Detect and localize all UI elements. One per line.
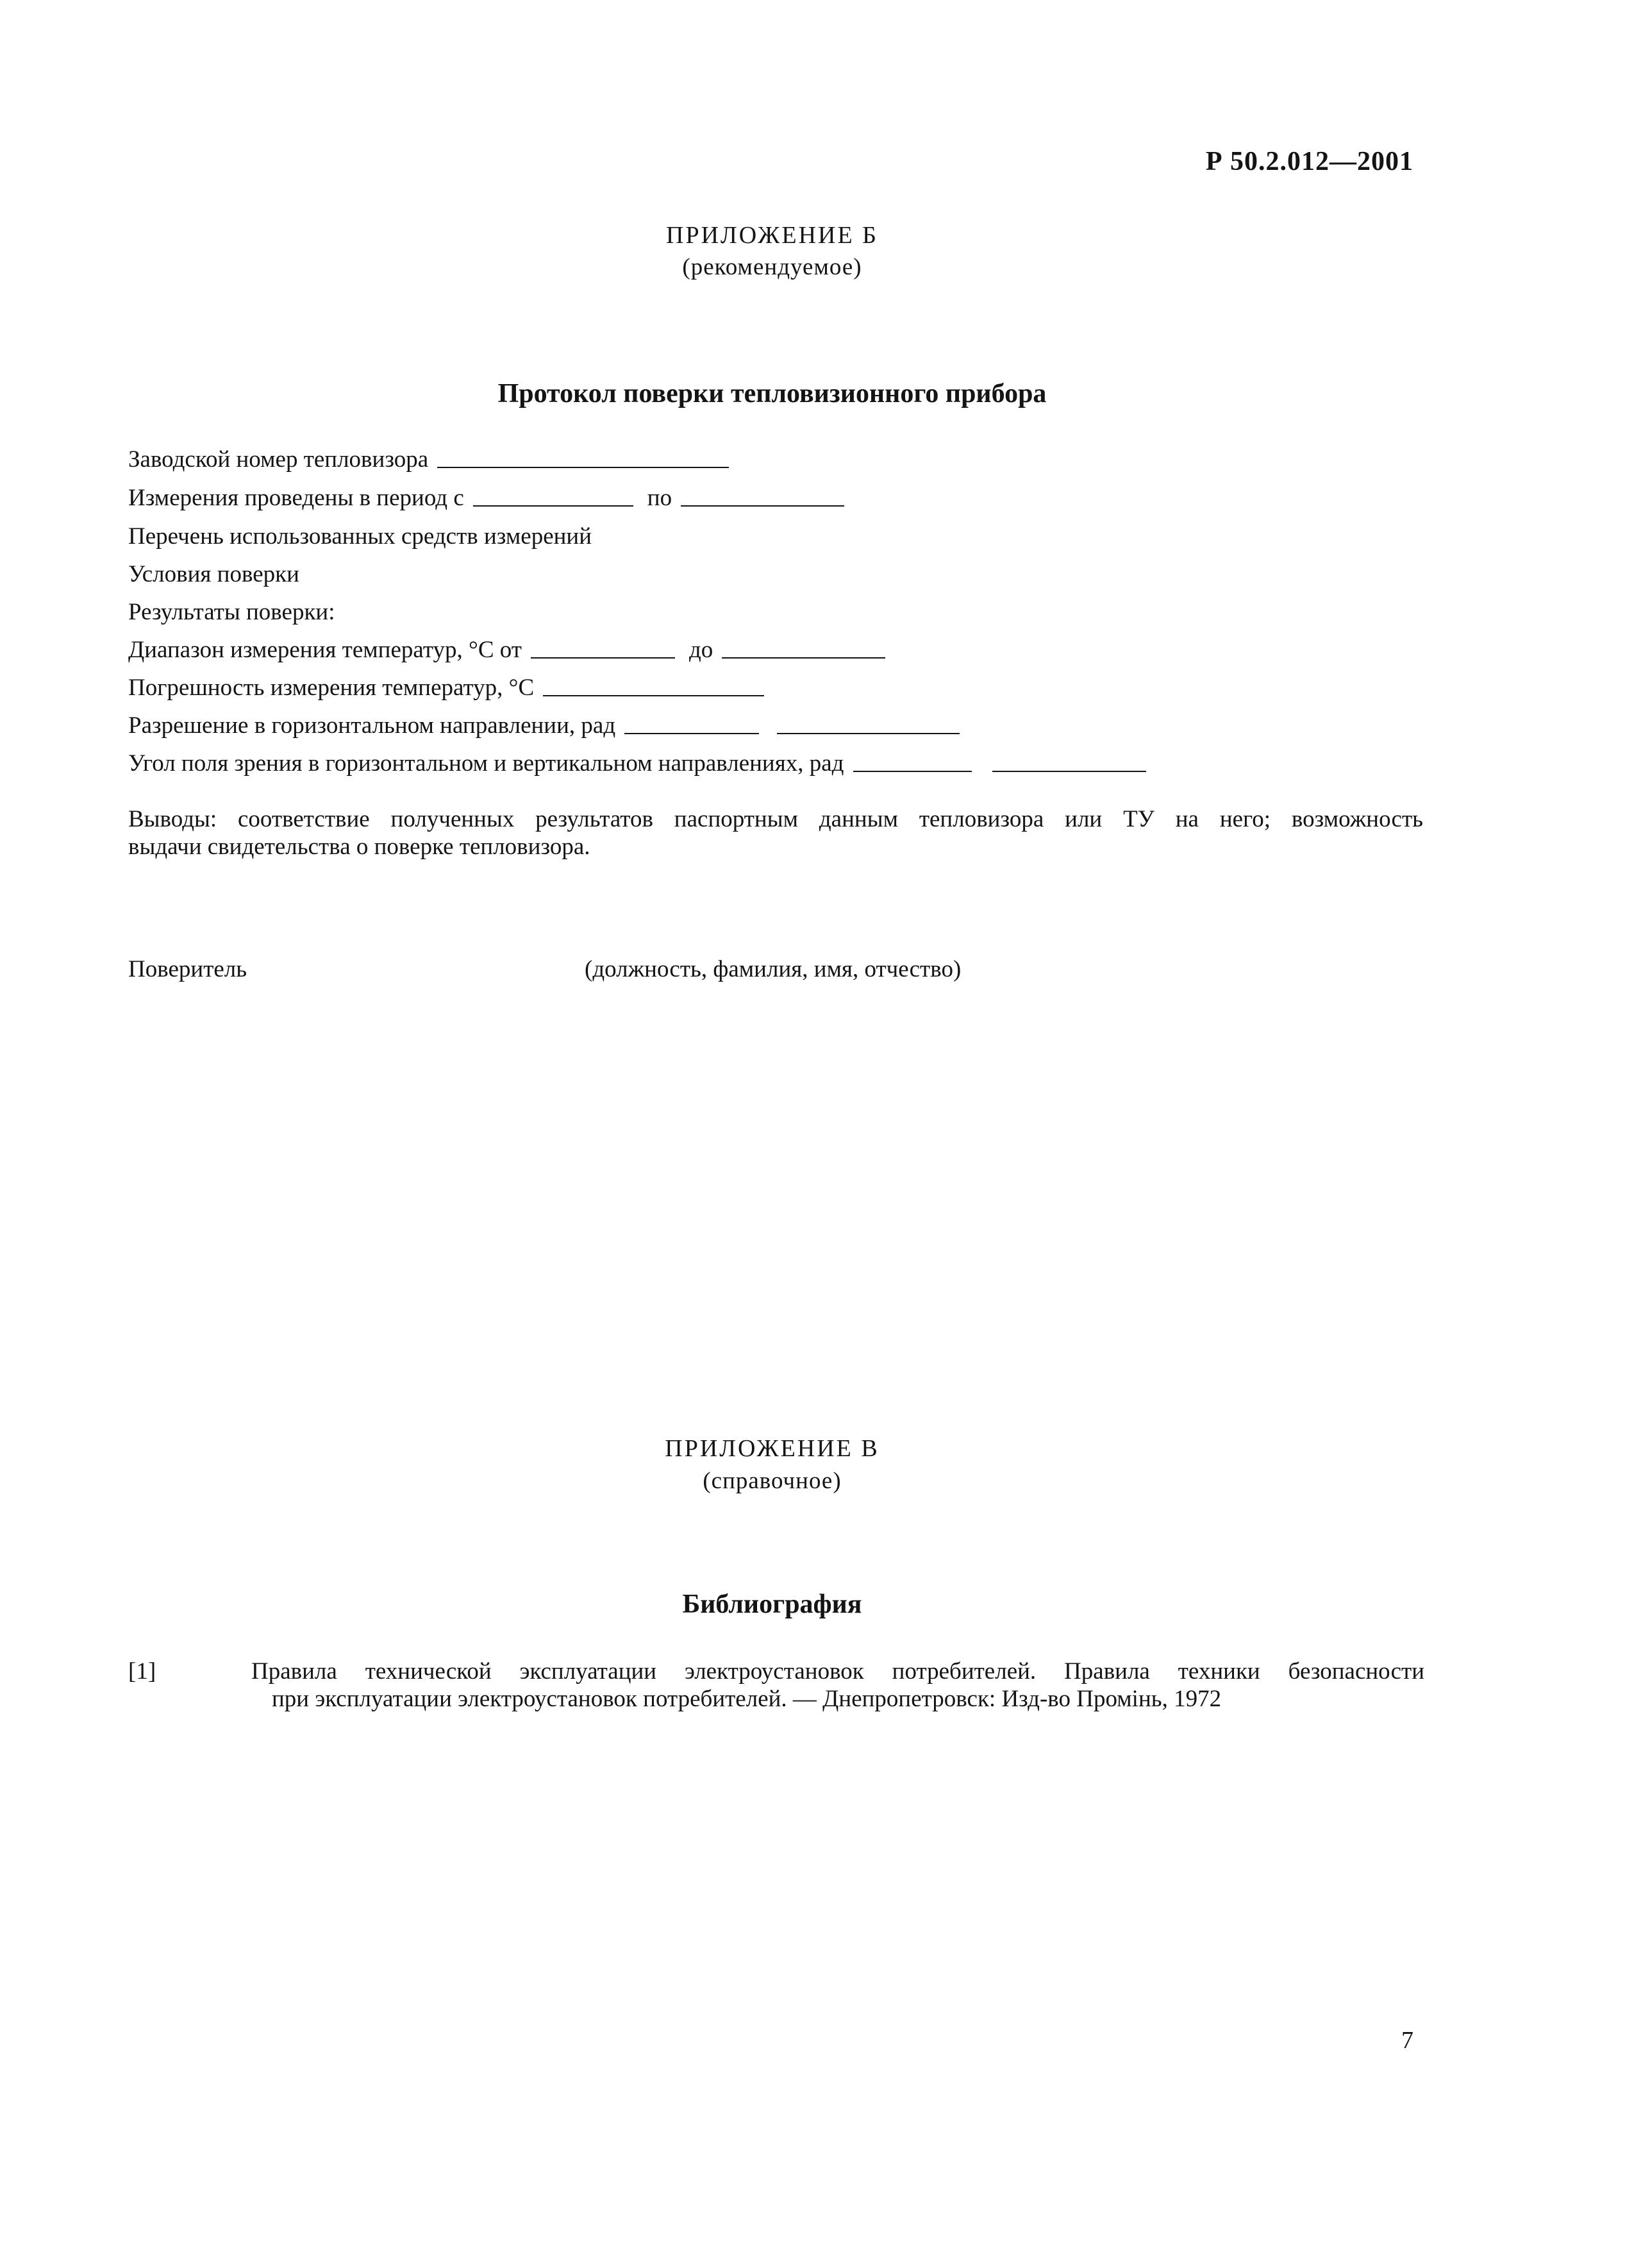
period-to-field[interactable] [681,486,844,507]
serial-number-label: Заводской номер тепловизора [128,446,429,473]
conclusions-line-2: выдачи свидетельства о поверке тепловизора. [128,834,590,860]
range-to-label: до [688,637,713,663]
field-of-view-field-1[interactable] [853,752,972,772]
page-number: 7 [1401,2027,1413,2054]
period-label: Измерения проведены в период с [128,485,464,511]
temperature-range-row [128,632,885,664]
verifier-label: Поверитель [128,956,247,982]
conclusions-paragraph [128,805,1423,861]
conclusions-line-1: Выводы: соответствие полученных результатов паспортным данным тепловизора или ТУ на него; возможность [128,806,1423,832]
field-of-view-row [128,745,1146,777]
temperature-range-label: Диапазон измерения температур, °С от [128,637,522,663]
field-of-view-field-2[interactable] [992,752,1146,772]
conditions-row [128,556,299,588]
conditions-label: Условия поверки [128,561,299,587]
period-row [128,480,844,512]
bibliography-item-number: [1] [128,1658,156,1684]
results-row [128,594,335,626]
period-to-label: по [647,485,672,511]
instruments-row [128,518,592,550]
protocol-heading: Протокол поверки тепловизионного прибора [497,379,1047,408]
resolution-label: Разрешение в горизонтальном направлении, рад [128,712,616,739]
appendix-v-title: ПРИЛОЖЕНИЕ В [665,1435,879,1462]
serial-number-row [128,441,729,473]
bibliography-heading: Библиография [682,1590,862,1619]
bibliography-item [251,1658,1424,1713]
range-to-field[interactable] [722,638,885,659]
appendix-b-title: ПРИЛОЖЕНИЕ Б [666,222,878,249]
range-from-field[interactable] [531,638,675,659]
instruments-label: Перечень использованных средств измерений [128,523,592,550]
resolution-row [128,707,960,739]
appendix-b-subtitle: (рекомендуемое) [682,254,862,280]
measurement-error-label: Погрешность измерения температур, °С [128,675,535,701]
resolution-field-2[interactable] [777,714,960,734]
serial-number-field[interactable] [437,448,729,468]
document-code: Р 50.2.012—2001 [1205,147,1413,176]
field-of-view-label: Угол поля зрения в горизонтальном и вертикальном направлениях, рад [128,750,844,777]
measurement-error-field[interactable] [543,676,764,696]
verifier-hint: (должность, фамилия, имя, отчество) [585,956,962,982]
bibliography-item-line-1: Правила технической эксплуатации электроустановок потребителей. Правила техники безопасности [251,1658,1424,1684]
resolution-field-1[interactable] [624,714,759,734]
period-from-field[interactable] [473,486,633,507]
results-label: Результаты поверки: [128,599,335,625]
bibliography-item-line-2: при эксплуатации электроустановок потребителей. — Днепропетровск: Изд-во Промінь, 1972 [272,1686,1222,1712]
measurement-error-row [128,669,764,701]
appendix-v-subtitle: (справочное) [703,1468,842,1494]
